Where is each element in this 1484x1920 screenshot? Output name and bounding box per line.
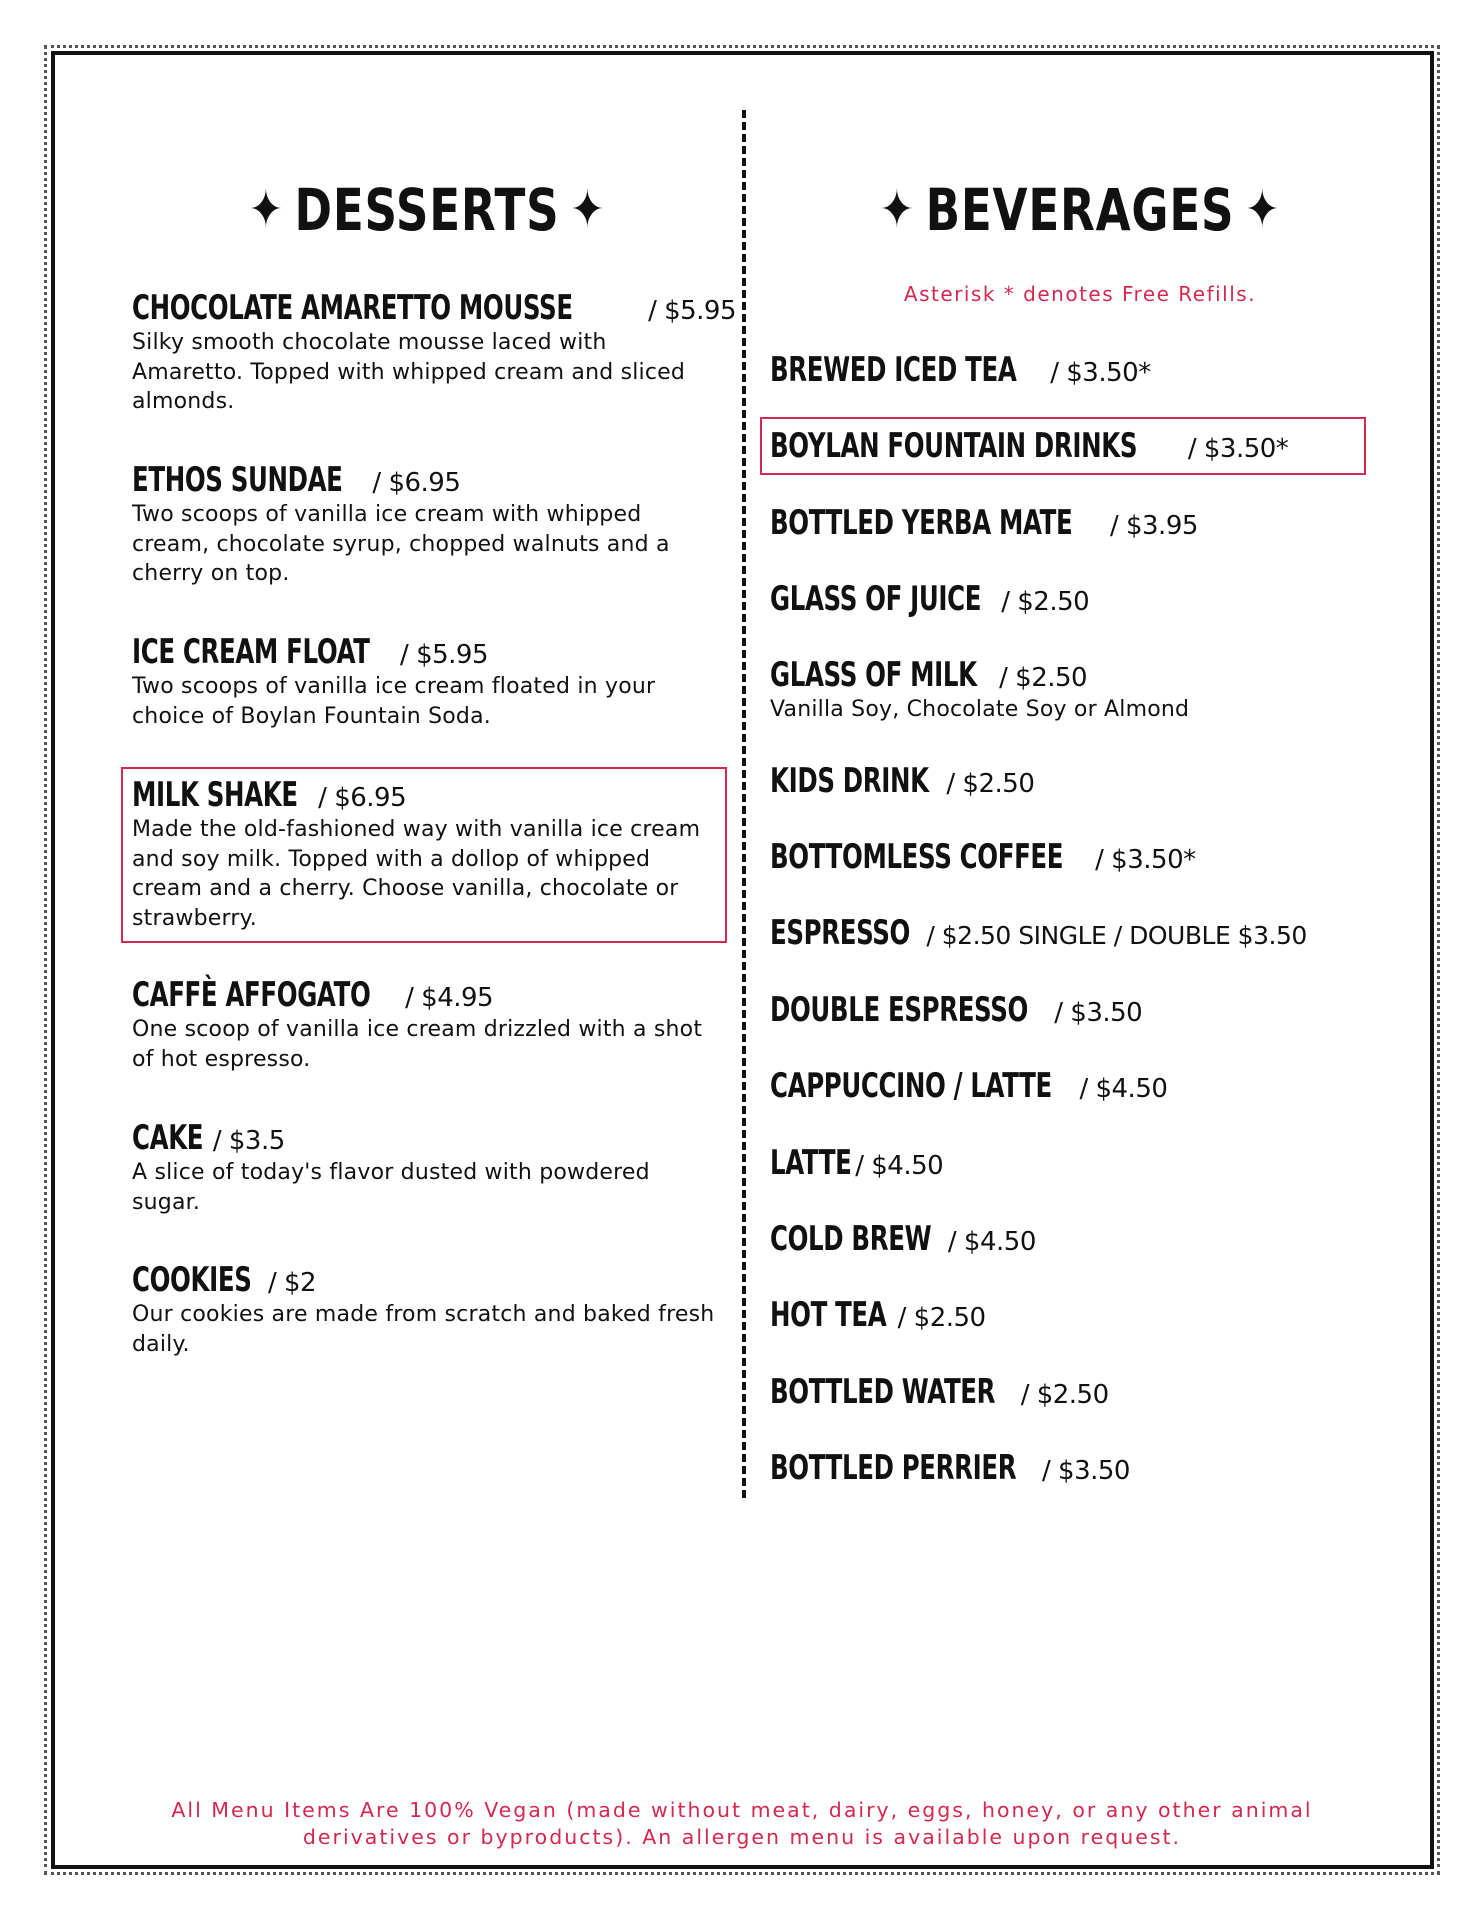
item-price: / $4.50 bbox=[1079, 1074, 1168, 1104]
beverage-item bbox=[770, 761, 1390, 801]
item-description: Two scoops of vanilla ice cream with whipped cream, chocolate syrup, chopped walnuts and a cherry on top. bbox=[132, 502, 670, 586]
beverage-item bbox=[770, 1143, 1390, 1183]
item-name: CAKE bbox=[132, 1118, 204, 1158]
item-name: DOUBLE ESPRESSO bbox=[770, 990, 1028, 1030]
footer-line-1: All Menu Items Are 100% Vegan (made without meat, dairy, eggs, honey, or any other animal bbox=[171, 1798, 1313, 1822]
item-name: BREWED ICED TEA bbox=[770, 350, 1017, 390]
boylan-fountain-highlight-box bbox=[760, 417, 1366, 475]
item-name: KIDS DRINK bbox=[770, 761, 929, 801]
item-name: ESPRESSO bbox=[770, 913, 910, 953]
beverage-item bbox=[770, 350, 1390, 390]
item-name: MILK SHAKE bbox=[132, 775, 298, 815]
desserts-heading bbox=[197, 170, 657, 250]
item-description: Two scoops of vanilla ice cream floated in your choice of Boylan Fountain Soda. bbox=[132, 674, 656, 729]
item-name: HOT TEA bbox=[770, 1295, 887, 1335]
dessert-item bbox=[132, 632, 722, 731]
item-price: / $2 bbox=[267, 1268, 317, 1298]
free-refills-notice: Asterisk * denotes Free Refills. bbox=[903, 282, 1257, 306]
item-name: COOKIES bbox=[132, 1260, 252, 1300]
item-price: / $2.50 SINGLE / DOUBLE $3.50 bbox=[926, 921, 1307, 950]
item-name: CAFFÈ AFFOGATO bbox=[132, 975, 371, 1015]
beverage-item bbox=[770, 1448, 1390, 1488]
beverage-item bbox=[770, 1372, 1390, 1412]
sparkle-icon: ✦ bbox=[248, 180, 284, 240]
item-name: COLD BREW bbox=[770, 1219, 932, 1259]
beverage-item bbox=[770, 655, 1390, 725]
item-price: / $4.95 bbox=[405, 983, 494, 1013]
beverage-item bbox=[770, 1295, 1390, 1335]
beverage-item bbox=[770, 503, 1390, 543]
item-description: Vanilla Soy, Chocolate Soy or Almond bbox=[770, 697, 1190, 722]
item-price: / $4.50 bbox=[855, 1151, 944, 1181]
item-price: / $3.50* bbox=[1050, 358, 1151, 388]
beverage-item bbox=[770, 913, 1390, 953]
vegan-footer-note bbox=[120, 1797, 1364, 1851]
sparkle-icon: ✦ bbox=[879, 180, 915, 240]
dessert-item bbox=[132, 288, 737, 417]
beverage-item bbox=[770, 1219, 1390, 1259]
item-price: / $2.50 bbox=[897, 1303, 986, 1333]
item-name: CAPPUCCINO / LATTE bbox=[770, 1066, 1052, 1106]
item-description: Made the old-fashioned way with vanilla ice cream and soy milk. Topped with a dollop of whipped cream and a cherry. Choose vanilla, chocolate or strawberry. bbox=[132, 817, 701, 931]
beverages-section bbox=[770, 170, 1390, 1488]
desserts-section bbox=[132, 170, 737, 1357]
item-description: One scoop of vanilla ice cream drizzled with a shot of hot espresso. bbox=[132, 1017, 703, 1072]
item-price: / $6.95 bbox=[318, 783, 407, 813]
beverage-item bbox=[770, 837, 1390, 877]
item-name: ICE CREAM FLOAT bbox=[132, 632, 370, 672]
desserts-title: DESSERTS bbox=[294, 176, 560, 244]
item-name: GLASS OF JUICE bbox=[770, 579, 982, 619]
item-name: CHOCOLATE AMARETTO MOUSSE bbox=[132, 288, 573, 328]
item-price: / $3.50 bbox=[1042, 1456, 1130, 1486]
item-description: A slice of today's flavor dusted with powdered sugar. bbox=[132, 1160, 650, 1215]
milk-shake-highlight-box bbox=[121, 767, 727, 943]
sparkle-icon: ✦ bbox=[570, 180, 606, 240]
beverage-item bbox=[770, 579, 1390, 619]
item-name: GLASS OF MILK bbox=[770, 655, 977, 695]
beverage-item bbox=[770, 1066, 1390, 1106]
item-name: LATTE bbox=[770, 1143, 852, 1183]
beverage-item bbox=[770, 990, 1390, 1030]
item-price: / $2.50 bbox=[999, 663, 1088, 693]
item-price: / $5.95 bbox=[648, 296, 737, 326]
item-price: / $3.50* bbox=[1095, 845, 1196, 875]
beverages-heading bbox=[838, 170, 1322, 250]
column-divider bbox=[742, 110, 746, 1498]
item-price: / $3.50 bbox=[1054, 998, 1143, 1028]
item-price: / $3.50* bbox=[1187, 434, 1289, 464]
item-price: / $2.50 bbox=[1020, 1380, 1109, 1410]
dessert-item bbox=[132, 975, 722, 1074]
item-name: ETHOS SUNDAE bbox=[132, 460, 343, 500]
beverages-title: BEVERAGES bbox=[925, 176, 1235, 244]
item-name: BOTTLED PERRIER bbox=[770, 1448, 1017, 1488]
item-price: / $2.50 bbox=[1001, 587, 1090, 617]
item-price: / $4.50 bbox=[947, 1227, 1036, 1257]
item-price: / $2.50 bbox=[946, 769, 1035, 799]
item-description: Silky smooth chocolate mousse laced with Amaretto. Topped with whipped cream and sliced almonds. bbox=[132, 330, 686, 414]
item-price: / $5.95 bbox=[400, 640, 489, 670]
sparkle-icon: ✦ bbox=[1245, 180, 1281, 240]
item-description: Our cookies are made from scratch and baked fresh daily. bbox=[132, 1302, 715, 1357]
item-name: BOTTOMLESS COFFEE bbox=[770, 837, 1064, 877]
item-price: / $3.5 bbox=[212, 1126, 285, 1156]
item-price: / $3.95 bbox=[1109, 511, 1198, 541]
item-name: BOYLAN FOUNTAIN DRINKS bbox=[770, 426, 1138, 466]
footer-line-2: derivatives or byproducts). An allergen menu is available upon request. bbox=[302, 1825, 1182, 1849]
item-name: BOTTLED WATER bbox=[770, 1372, 996, 1412]
dessert-item bbox=[132, 1118, 722, 1217]
item-price: / $6.95 bbox=[372, 468, 461, 498]
dessert-item bbox=[132, 460, 722, 589]
dessert-item bbox=[132, 1260, 722, 1359]
item-name: BOTTLED YERBA MATE bbox=[770, 503, 1073, 543]
